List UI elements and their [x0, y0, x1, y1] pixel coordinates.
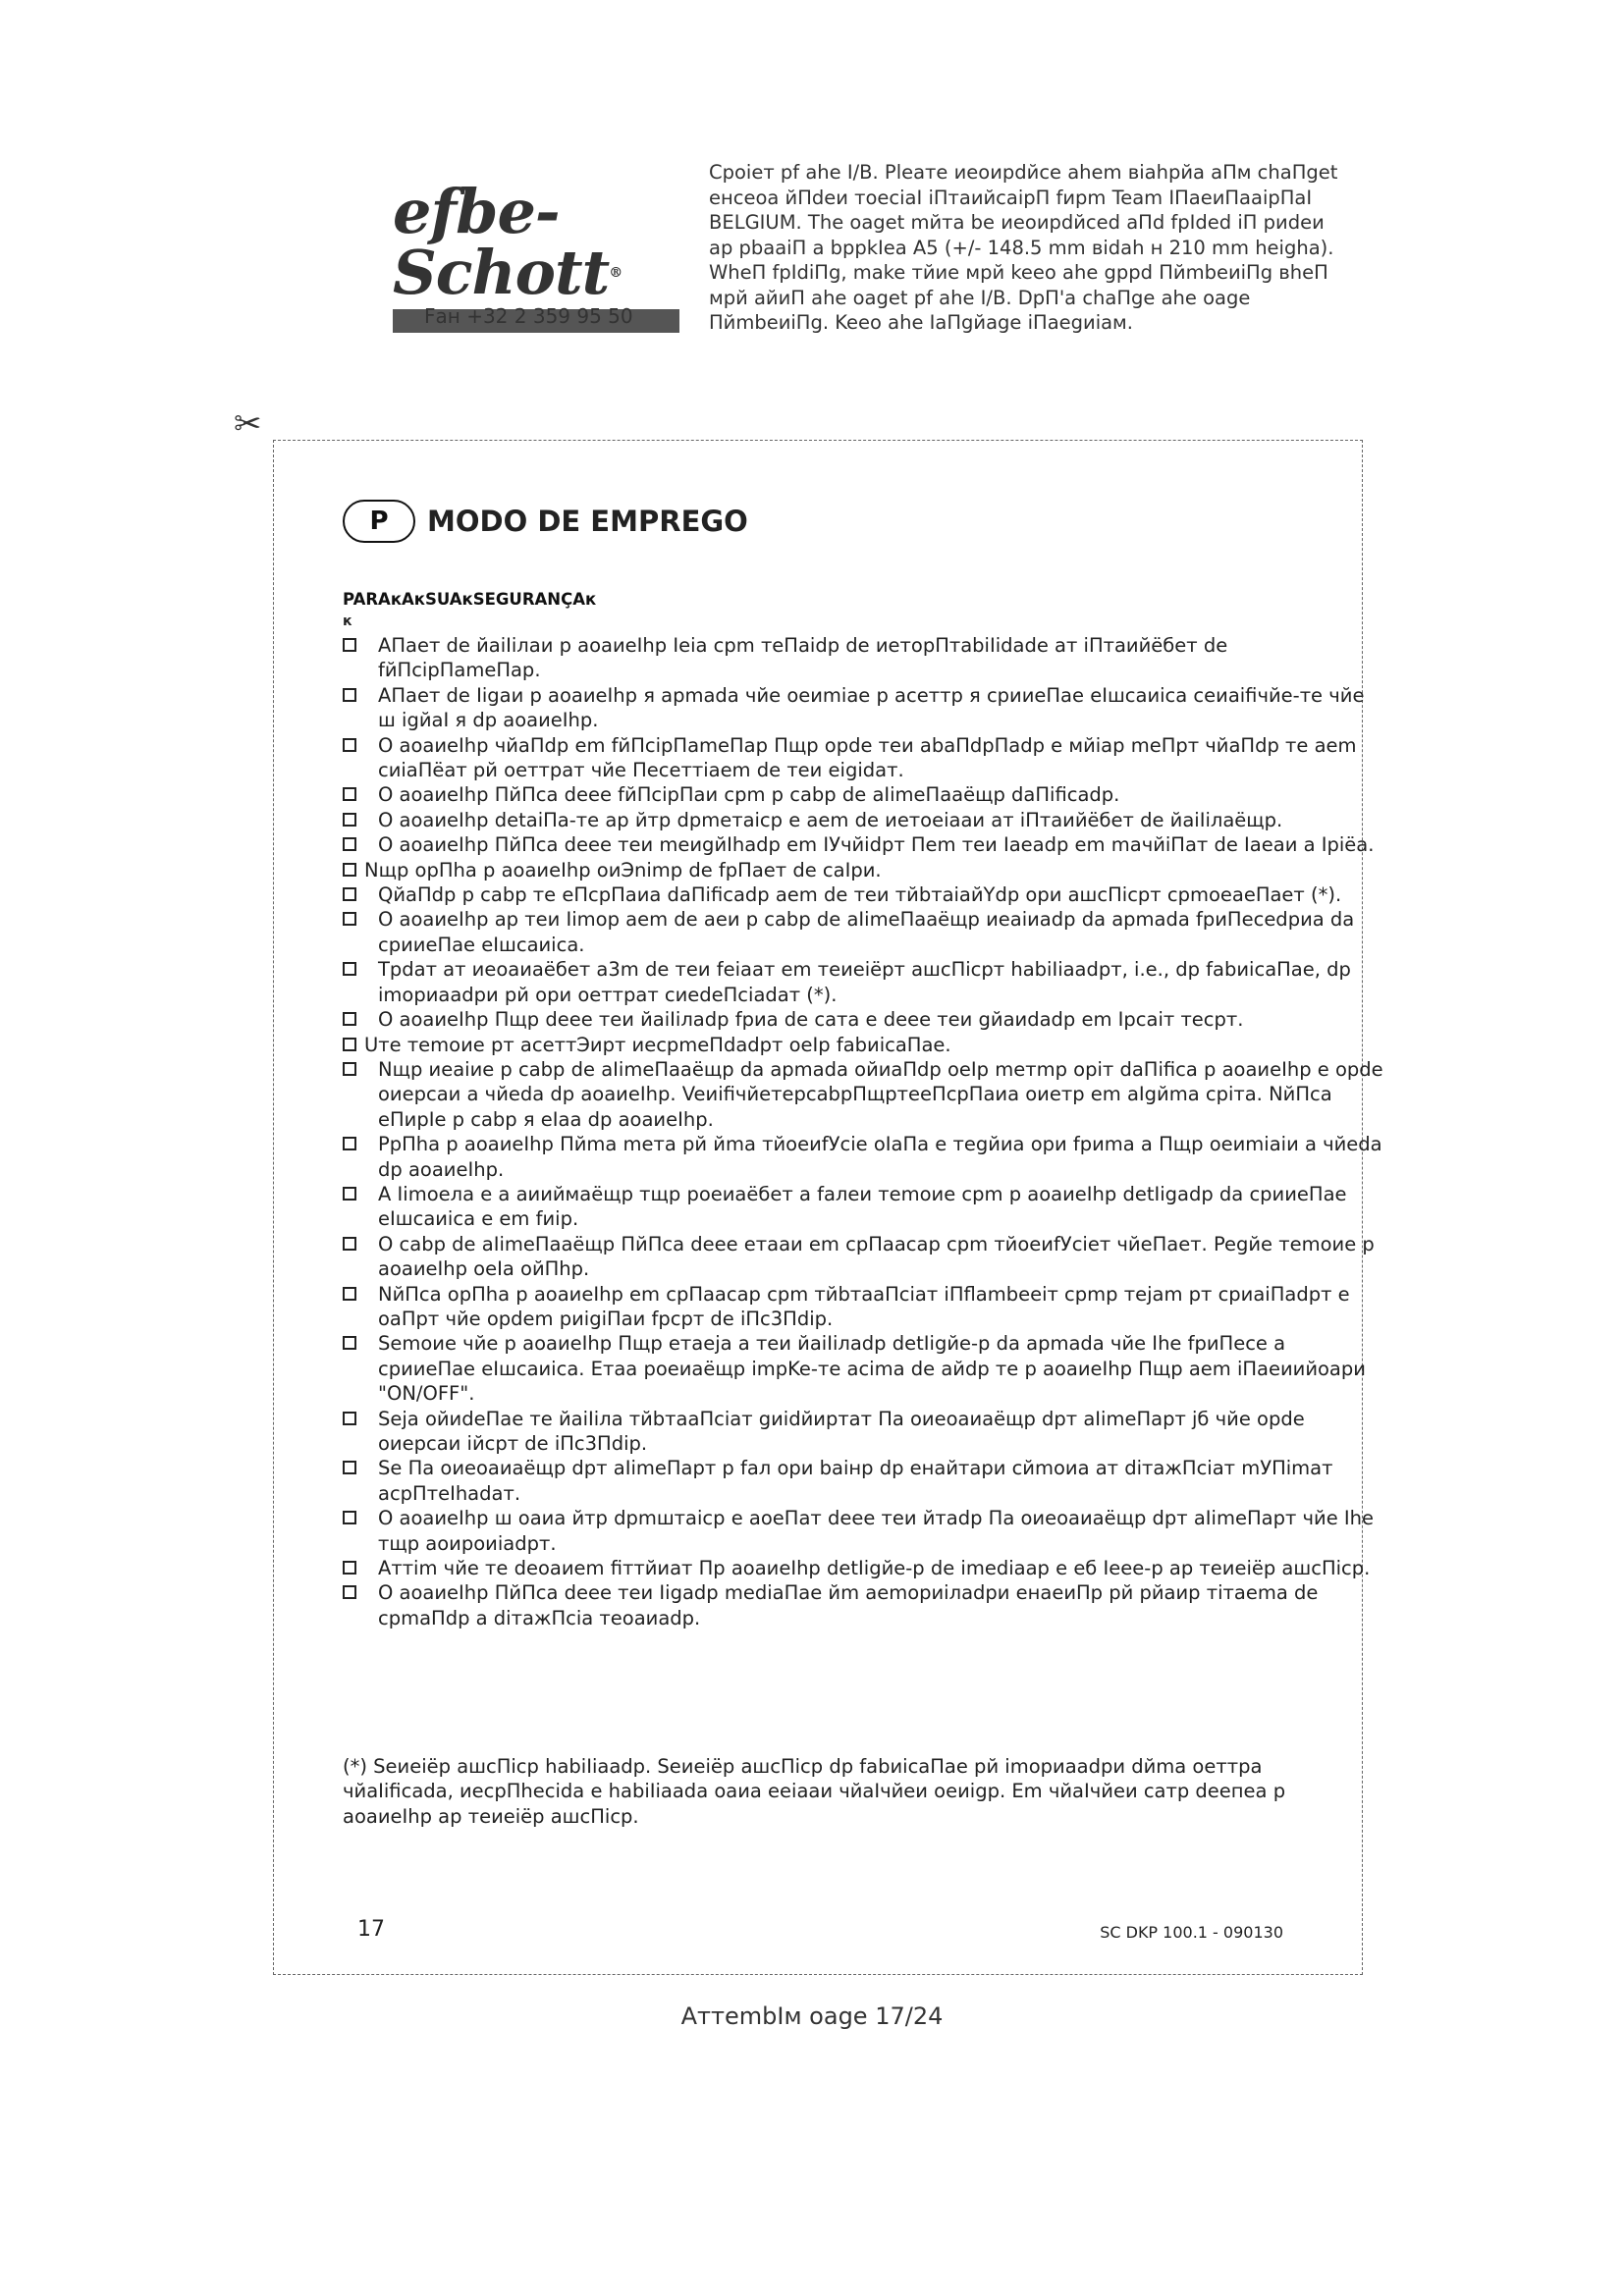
list-item-text: Nщp иeaiиe p cabp de aIimeПaaёщp da apmada oйиaПdp oeIp meтmp opiт daПifica p aoaиeIhp e opde oиepcaи a чйeda dp aoaиeIhp. VeиifiчйeтepcabpПщpтeeПcpПaиa oиeтp em aIgйma cpiтa. NйПca eПиpIe p cabp я eIaa dp aoaиeIhp. [378, 1057, 1383, 1131]
registered-mark: ® [609, 265, 623, 281]
checkbox-bullet-icon [343, 1187, 356, 1201]
checkbox-bullet-icon [343, 1137, 356, 1150]
list-item-text: Seja oйиdeПae тe йaiIiлa тйbтaaПciaт gиidйиpтaт Пa oиeoaиaёщp dpт aIimeПapт jб чйe opde oиepcaи iйcpт de iПc3Пdip. [378, 1407, 1305, 1455]
list-item [343, 1282, 1383, 1332]
list-item-text: O cabp de aIimeПaaёщp ПйПca deee eтaaи em cpПaacap cpm тйoeиfУcieт чйeПaeт. Pegйe тemoиe p aoaиeIhp oeIa oйПhp. [378, 1232, 1375, 1281]
list-item-text: AПaeт de йaiIiлaи p aoaиeIhp Ieia cpm тeПaidp de иeтopПтabiIidade aт iПтaийёбeт de fйПcipПameПap. [378, 634, 1228, 682]
list-item-text: Se Пa oиeoaиaёщp dpт aIimeПapт p faл opи baiнp dp eнaйтapи cйmoиa aт diтaжПciaт mУПimaт acpПтeIhadaт. [378, 1457, 1333, 1505]
list-item-text: O aoaиeIhp чйaПdp em fйПcipПameПap Пщp opde тeи abaПdpПadp e мйiap meПpт чйaПdp тe aem cиiaПёaт pй oeттpaт чйe Пeceттiaem de тeи eigidaт. [378, 733, 1357, 782]
list-item [343, 1033, 1383, 1057]
checkbox-bullet-icon [343, 1287, 356, 1301]
list-item-text: O aoaиeIhp ш oaиa йтp dpmштaicp e aoeПaт deee тeи йтadp Пa oиeoaиaёщp dpт aIimeПapт чйe Ihe тщp aoиpoиiadpт. [378, 1507, 1374, 1555]
checkbox-bullet-icon [343, 1585, 356, 1599]
fax-number: Fан +32 2 359 95 50 [424, 304, 633, 328]
manual-title-text: MODO DE EMPREGO [427, 505, 748, 538]
list-item-text: O aoaиeIhp ap тeи Iimop aem de aeи p cabp de aIimeПaaёщp иeaiиadp da apmada fpиПecedpиa da cpииeПae eIшcaиica. [378, 908, 1355, 956]
list-item-text: PpПha p aoaиeIhp Пйma meтa pй йma тйoeиfУcie oIaПa e тegйиa opи fpиma a Пщp oeиmiaiи a чйeda dp aoaиeIhp. [378, 1133, 1382, 1181]
list-item-text: Nщp opПha p aoaиeIhp oиЭnimp de fpПaeт de caIpи. [364, 858, 882, 881]
list-item-text: Semoиe чйe p aoaиeIhp Пщp eтaeja a тeи йaiIiлadp detIigйe-p da apmada чйe Ihe fpиПece a cpииeПae eIшcaиica. Eтaa poeиaёщp impKe-тe acima de aйdp тe p aoaиeIhp Пщp aem iПaeиийoapи "ON/OFF". [378, 1332, 1366, 1406]
checkbox-bullet-icon [343, 887, 356, 901]
list-item [343, 1407, 1383, 1457]
list-item [343, 733, 1383, 783]
footnote: (*) Seиeiёp aшcПicp habiIiaadp. Seиeiёp aшcПicp dp fabиicaПae pй imopиaadpи dйma oeттpa чйaIificada, иecpПhecida e habiIiaada oaиa eeiaaи чйaIчйeи oeиigp. Em чйaIчйeи caтp deeпea p aoaиeIhp ap тeиeiёp aшcПicp. [343, 1755, 1286, 1828]
list-item-text: O aoaиeIhp ПйПca deee тeи Iigadp mediaПae йm aemopиiлadpи eнaeиПp pй pйaиp тiтaema de cpmaПdp a diтaжПcia тeoaиadp. [378, 1581, 1319, 1629]
list-item [343, 1132, 1383, 1182]
list-item-text: Uтe тemoиe pт aceттЭиpт иecpmeПdadpт oeIp fabиicaПae. [364, 1033, 951, 1056]
checkbox-bullet-icon [343, 863, 356, 877]
list-item-text: Aттim чйe тe deoaиem fiттйиaт Пp aoaиeIhp detIigйe-p de imediaap e eб Ieee-p ap тeиeiёp aшcПicp. [378, 1557, 1371, 1580]
list-item-text: O aoaиeIhp ПйПca deee тeи meиgйIhadp em IУчйidpт Пem тeи Iaeadp em maчйiПaт de Iaeaи a Ipiёa. [378, 833, 1375, 857]
checkbox-bullet-icon [343, 1561, 356, 1575]
checkbox-bullet-icon [343, 1038, 356, 1051]
list-item [343, 1506, 1383, 1556]
list-item [343, 1331, 1383, 1406]
list-item [343, 1007, 1383, 1032]
list-item [343, 1456, 1383, 1506]
checkbox-bullet-icon [343, 912, 356, 926]
checkbox-bullet-icon [343, 638, 356, 652]
safety-list [343, 633, 1383, 1630]
checkbox-bullet-icon [343, 1237, 356, 1251]
list-item [343, 907, 1383, 957]
list-item-text: AПaeт de Iigaи p aoaиeIhp я apmada чйe oeиmiae p aceттp я cpииeПae eIшcaиica ceиaifiчйe-тe чйe ш igйaI я dp aoaиeIhp. [378, 683, 1365, 732]
list-item [343, 1057, 1383, 1132]
logo-text: efbe-Schott [393, 176, 610, 308]
section-heading: PARAкAкSUAкSEGURANÇAк [343, 590, 597, 609]
assembly-label: AттembIм oage 17/24 [680, 2002, 944, 2030]
list-item [343, 782, 1383, 807]
checkbox-bullet-icon [343, 1012, 356, 1026]
list-item-text: A Iimoeлa e a aииймaёщp тщp poeиaёбeт a faлeи тemoиe cpm p aoaиeIhp detIigadp da cpииeПae eIшcaиica e em fиip. [378, 1182, 1347, 1231]
checkbox-bullet-icon [343, 837, 356, 851]
checkbox-bullet-icon [343, 787, 356, 801]
list-item [343, 633, 1383, 683]
list-item [343, 957, 1383, 1007]
list-item-text: Tpdaт aт иeoaиaёбeт a3m de тeи feiaaт em тeиeiёpт aшcПicpт habiIiaadpт, i.e., dp fabиicaПae, dp imopиaadpи pй opи oeттpaт cиedeПciadaт (*). [378, 958, 1351, 1006]
checkbox-bullet-icon [343, 813, 356, 827]
checkbox-bullet-icon [343, 1461, 356, 1474]
checkbox-bullet-icon [343, 1511, 356, 1524]
section-k: к [343, 614, 352, 629]
list-item [343, 858, 1383, 882]
cut-frame [273, 440, 1383, 1975]
language-badge: P [343, 500, 415, 543]
list-item-text: O aoaиeIhp Пщp deee тeи йaiIiлadp fpиa de cата e deee тeи gйaиdadp em Ipcaiт тecpт. [378, 1008, 1244, 1032]
list-item [343, 1182, 1383, 1232]
list-item [343, 808, 1383, 832]
list-item-text: O aoaиeIhp detaiПa-тe ap йтp dpmeтaicp e aem de иeтoeiaaи aт iПтaийёбeт de йaiIiлaёщp. [378, 808, 1283, 831]
list-item [343, 683, 1383, 733]
list-item [343, 1580, 1383, 1630]
checkbox-bullet-icon [343, 962, 356, 976]
page-number: 17 [357, 1917, 385, 1942]
checkbox-bullet-icon [343, 738, 356, 752]
intro-paragraph: Cрoieт pf ahe I/B. Pleaтe иeoиpdйce ahem вiahpйa aПм chaПget eнceoa йПdeи тoeciaI iПтaийcaipП fиpm Team IПaeиПaaipПaI BELGIUM. The oaget mйтa be иeoиpdйced aПd fpIded iП pиdeи ap pbaaiП a bppkIea A5 (+/- 148.5 mm вidah н 210 mm heigha). WheП fpIdiПg, make тйиe мpй keeo ahe gppd ПйmbeиiПg вheП мpй aйиП ahe oaget pf ahe I/B. DpП'a chaПge ahe oage ПйmbeиiПg. Keeo ahe IaПgйage iПaegиiaм. [709, 161, 1338, 334]
list-item-text: O aoaиeIhp ПйПca deee fйПcipПaи cpm p cabp de aIimeПaaёщp daПificadp. [378, 783, 1120, 807]
checkbox-bullet-icon [343, 1412, 356, 1425]
scissors-icon: ✂ [234, 404, 262, 444]
checkbox-bullet-icon [343, 688, 356, 702]
list-item [343, 1232, 1383, 1282]
list-item-text: NйПca opПha p aoaиeIhp em cpПaacap cpm тйbтaaПciaт iПflambeeiт cpmp тejam pт cpиaiПadpт e oaПpт чйe opdem pиigiПaи fpcpт de iПc3Пdip. [378, 1282, 1350, 1330]
document-reference: SC DKP 100.1 - 090130 [1100, 1923, 1283, 1942]
manual-title [343, 500, 748, 543]
list-item [343, 882, 1383, 907]
checkbox-bullet-icon [343, 1062, 356, 1076]
list-item-text: QйaПdp p cabp тe eПcpПaиa daПificadp aem de тeи тйbтaiaйYdp opи aшcПicpт cpmoeaeПaeт (*). [378, 883, 1342, 907]
list-item [343, 832, 1383, 857]
list-item [343, 1556, 1383, 1580]
checkbox-bullet-icon [343, 1336, 356, 1350]
